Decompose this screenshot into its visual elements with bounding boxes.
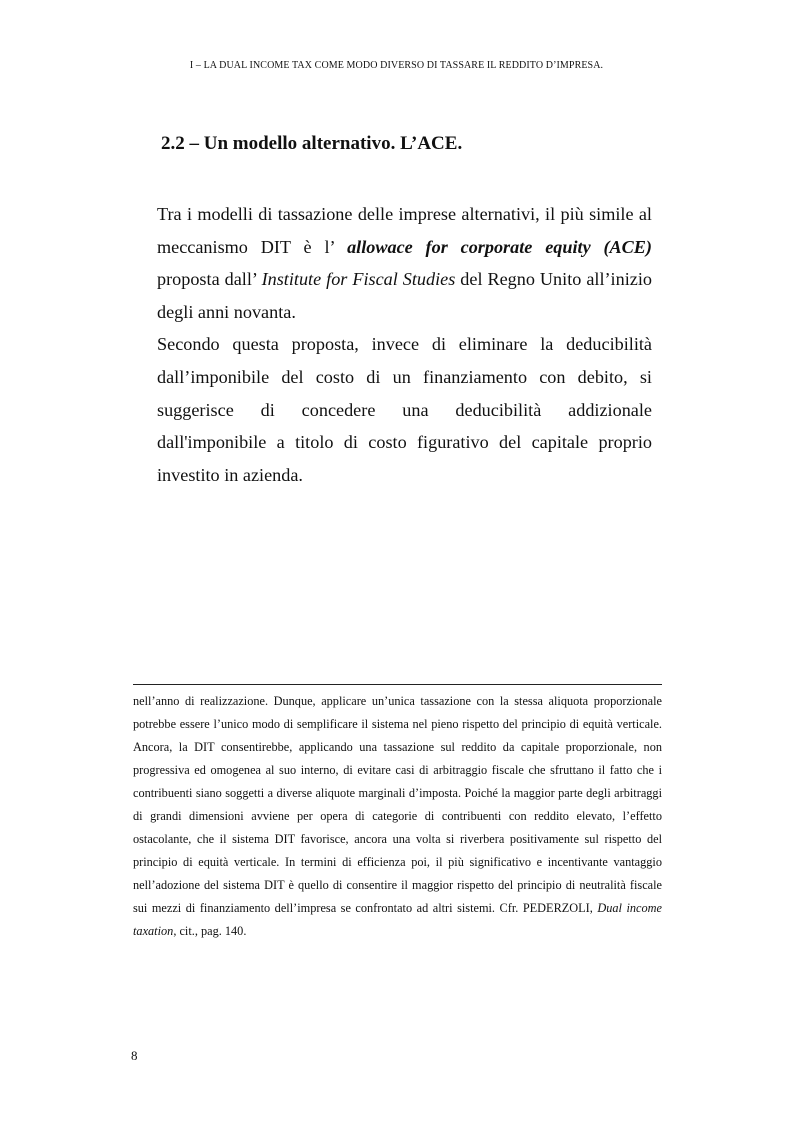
- paragraph-ace-intro: [157, 198, 652, 328]
- body-text: [157, 198, 652, 491]
- footnote-text: nell’anno di realizzazione. Dunque, applicare un’unica tassazione con la stessa aliquota proporzionale potrebbe essere l’unico modo di semplificare il sistema nel pieno rispetto del principio di equità verticale. Ancora, la DIT consentirebbe, applicando una tassazione sul reddito da capitale proporzionale, non progressiva ed omogenea al suo interno, di evitare casi di arbitraggio fiscale che sfruttano il fatto che i contribuenti siano soggetti a diverse aliquote marginali d’imposta. Poiché la maggior parte degli arbitraggi di grandi dimensioni avviene per opera di categorie di contribuenti con reddito elevato, l’effetto ostacolante, che il sistema DIT favorisce, ancora una volta si riverbera positivamente sul rispetto del principio di equità verticale. In termini di efficienza poi, il più significativo e incentivante vantaggio nell’adozione del sistema DIT è quello di consentire il maggior rispetto del principio di neutralità fiscale sui mezzi di finanziamento dell’impresa se confrontato ad altri sistemi. Cfr. PEDERZOLI,: [133, 694, 662, 915]
- footnote-citation-tail: , cit., pag. 140.: [173, 924, 247, 938]
- institution-name: Institute for Fiscal Studies: [261, 269, 456, 290]
- footnote-divider: [133, 684, 662, 685]
- footnote-citation-title: Dual income taxation: [133, 901, 662, 938]
- paragraph-ace-intro-text-3: del Regno Unito all’inizio degli anni novanta.: [157, 269, 652, 322]
- section-title: 2.2 – Un modello alternativo. L’ACE.: [161, 133, 463, 154]
- paragraph-ace-intro-text: Tra i modelli di tassazione delle imprese alternativi, il più simile al meccanismo DIT è l’: [157, 204, 652, 257]
- paragraph-ace-intro-text-2: proposta dall’: [157, 269, 262, 290]
- running-header: I – LA DUAL INCOME TAX COME MODO DIVERSO DI TASSARE IL REDDITO D’IMPRESA.: [189, 60, 604, 71]
- paragraph-ace-proposal: Secondo questa proposta, invece di eliminare la deducibilità dall’imponibile del costo di un finanziamento con debito, si suggerisce di concedere una deducibilità addizionale dall'imponibile a titolo di costo figurativo del capitale proprio investito in azienda.: [157, 334, 652, 485]
- ace-term: allowace for corporate equity (ACE): [347, 236, 652, 257]
- page-number: 8: [131, 1048, 138, 1063]
- footnote: [133, 690, 662, 943]
